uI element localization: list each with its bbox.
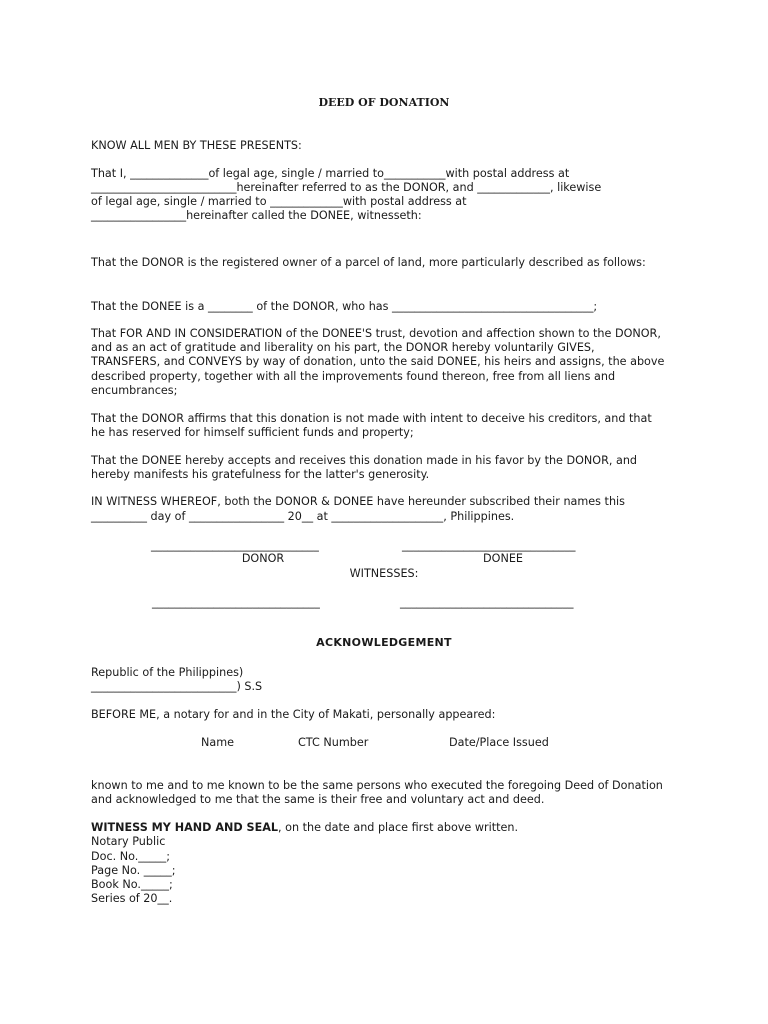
affirm-line-1: That the DONOR affirms that this donation is not made with intent to deceive his creditors, and that bbox=[91, 412, 652, 425]
known-line-2: and acknowledged to me that the same is their free and voluntary act and deed. bbox=[91, 793, 545, 806]
donor-signature-line: ______________________________ bbox=[151, 539, 319, 552]
witness-2-signature-line: _______________________________ bbox=[400, 596, 574, 609]
consideration-line-5: encumbrances; bbox=[91, 384, 178, 397]
donee-signature-line: _______________________________ bbox=[402, 539, 576, 552]
intro-line: KNOW ALL MEN BY THESE PRESENTS: bbox=[91, 139, 302, 152]
series-line: Series of 20__. bbox=[91, 892, 173, 905]
witness-hand-line bbox=[91, 821, 518, 835]
party-line-1: That I, ______________of legal age, single / married to___________with postal address at bbox=[91, 167, 570, 180]
consideration-line-1: That FOR AND IN CONSIDERATION of the DONEE'S trust, devotion and affection shown to the DONOR, bbox=[91, 327, 661, 340]
page-no-line: Page No. _____; bbox=[91, 864, 176, 877]
venue-line-1: Republic of the Philippines) bbox=[91, 666, 244, 679]
witness-whereof-line-2: __________ day of _________________ 20__ at ____________________, Philippines. bbox=[91, 510, 515, 523]
column-name-header: Name bbox=[201, 736, 235, 749]
consideration-line-3: TRANSFERS, and CONVEYS by way of donation, unto the said DONEE, his heirs and assigns, the above bbox=[91, 355, 665, 368]
party-line-3: of legal age, single / married to _____________with postal address at bbox=[91, 195, 467, 208]
donor-label: DONOR bbox=[241, 552, 285, 565]
party-line-4: _________________hereinafter called the DONEE, witnesseth: bbox=[91, 209, 422, 222]
witness-hand-bold: WITNESS MY HAND AND SEAL bbox=[91, 821, 279, 834]
venue-line-2: __________________________) S.S bbox=[91, 680, 263, 693]
consideration-line-4: described property, together with all the improvements found thereon, free from all liens and bbox=[91, 370, 616, 383]
consideration-line-2: and as an act of gratitude and liberality on his part, the DONOR hereby voluntarily GIVES, bbox=[91, 341, 595, 354]
affirm-line-2: he has reserved for himself sufficient funds and property; bbox=[91, 426, 414, 439]
party-line-2: __________________________hereinafter referred to as the DONOR, and _____________, likewise bbox=[91, 181, 602, 194]
notary-public-line: Notary Public bbox=[91, 835, 166, 848]
relation-line: That the DONEE is a ________ of the DONOR, who has ____________________________________; bbox=[91, 300, 598, 313]
known-line-1: known to me and to me known to be the same persons who executed the foregoing Deed of Donation bbox=[91, 779, 663, 792]
acknowledgement-title: ACKNOWLEDGEMENT bbox=[316, 636, 452, 649]
property-line: That the DONOR is the registered owner of a parcel of land, more particularly described as follows: bbox=[91, 256, 646, 269]
accept-line-2: hereby manifests his gratefulness for the latter's generosity. bbox=[91, 468, 430, 481]
column-date-place-header: Date/Place Issued bbox=[449, 736, 549, 749]
donee-label: DONEE bbox=[483, 552, 523, 565]
book-no-line: Book No._____; bbox=[91, 878, 173, 891]
column-ctc-header: CTC Number bbox=[298, 736, 369, 749]
document-title: DEED OF DONATION bbox=[318, 96, 450, 109]
witnesses-label: WITNESSES: bbox=[349, 567, 419, 580]
witness-1-signature-line: ______________________________ bbox=[152, 596, 320, 609]
accept-line-1: That the DONEE hereby accepts and receives this donation made in his favor by the DONOR, and bbox=[91, 454, 638, 467]
before-me-line: BEFORE ME, a notary for and in the City of Makati, personally appeared: bbox=[91, 708, 496, 721]
witness-hand-rest: , on the date and place first above written. bbox=[278, 821, 519, 834]
doc-no-line: Doc. No._____; bbox=[91, 850, 171, 863]
witness-whereof-line-1: IN WITNESS WHEREOF, both the DONOR & DONEE have hereunder subscribed their names this bbox=[91, 495, 625, 508]
